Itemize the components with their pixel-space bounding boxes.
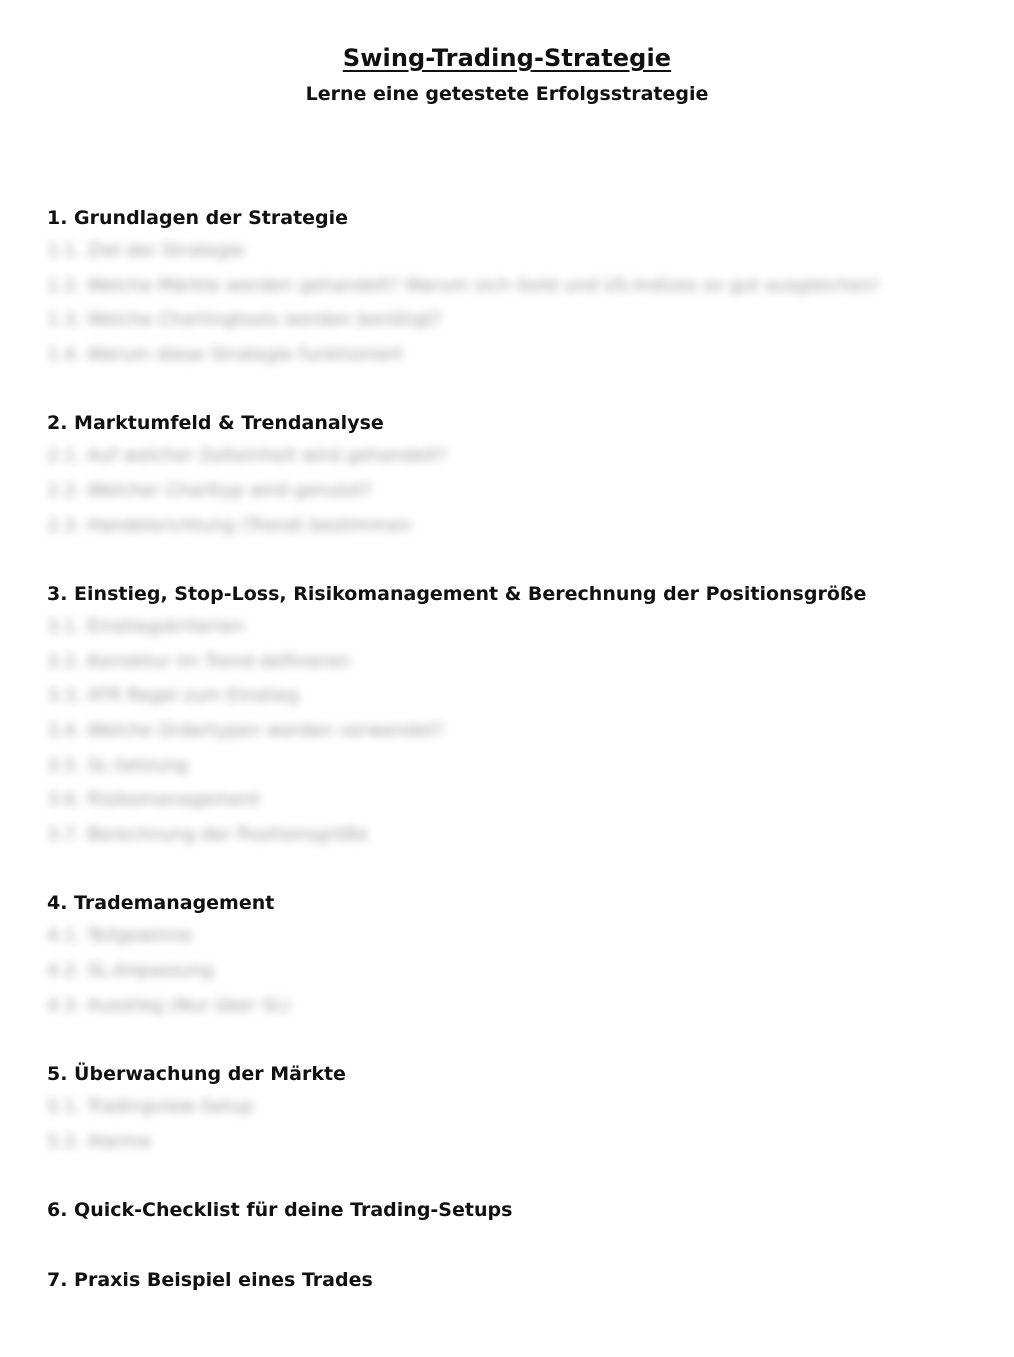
sub-item: 5.1. Tradingview-Setup: [47, 1096, 254, 1118]
sub-item: 1.1. Ziel der Strategie: [47, 240, 245, 261]
sub-item: 3.2. Korrektur im Trend definieren: [47, 650, 351, 672]
section-ueberwachung: [47, 1058, 1007, 1194]
section-heading: 7. Praxis Beispiel eines Trades: [47, 1269, 373, 1292]
sub-item: 2.3. Handelsrichtung (Trend) bestimmen: [47, 514, 412, 536]
sub-list: [47, 1090, 1007, 1159]
sub-item: 1.2. Welche Märkte werden gehandelt? Warum sich Gold und US-Indizes so gut ausgleichen!: [47, 274, 881, 296]
document-title: Swing-Trading-Strategie: [342, 44, 672, 72]
document-subtitle: Lerne eine getestete Erfolgsstrategie: [305, 83, 709, 105]
section-praxis: [47, 1264, 1007, 1296]
section-checklist: [47, 1194, 1007, 1264]
section-trademanagement: [47, 887, 1007, 1058]
section-grundlagen: [47, 202, 1007, 407]
section-heading: 2. Marktumfeld & Trendanalyse: [47, 412, 384, 435]
sub-item: 4.1. Teilgewinne: [47, 925, 193, 947]
sub-list: [47, 610, 1007, 852]
sub-item: 3.1. Einstiegskriterien: [47, 616, 245, 638]
section-heading: 3. Einstieg, Stop-Loss, Risikomanagement & Berechnung der Positionsgröße: [47, 583, 867, 606]
sub-item: 3.7. Berechnung der Positionsgröße: [47, 823, 369, 845]
sub-item: 4.2. SL-Anpassung: [47, 959, 214, 981]
sub-item: 4.3. Ausstieg (Nur über SL): [47, 994, 291, 1016]
table-of-contents: [47, 202, 1007, 1296]
sub-item: 3.6. Risikomanagement: [47, 789, 261, 811]
section-einstieg: [47, 578, 1007, 887]
sub-item: 3.4. Welche Ordertypen werden verwendet?: [47, 719, 445, 741]
sub-item: 5.2. Alarme: [47, 1130, 152, 1152]
sub-item: 1.4. Warum diese Strategie funktioniert: [47, 343, 404, 365]
sub-item: 2.1. Auf welcher Zeiteinheit wird gehandelt?: [47, 445, 447, 467]
section-heading: 6. Quick-Checklist für deine Trading-Setups: [47, 1199, 513, 1222]
sub-list: [47, 919, 1007, 1023]
section-marktumfeld: [47, 407, 1007, 578]
sub-item: 3.5. SL-Setzung: [47, 754, 188, 776]
section-heading: 5. Überwachung der Märkte: [47, 1063, 346, 1086]
sub-list: [47, 234, 1007, 372]
sub-item: 2.2. Welcher Charttyp wird genutzt?: [47, 479, 373, 501]
sub-item: 1.3. Welche Chartingtools werden benötigt?: [47, 309, 442, 331]
sub-item: 3.3. ATR Regel zum Einstieg: [47, 685, 300, 707]
sub-list: [47, 439, 1007, 543]
section-heading: 4. Trademanagement: [47, 892, 275, 915]
section-heading: 1. Grundlagen der Strategie: [47, 207, 349, 229]
